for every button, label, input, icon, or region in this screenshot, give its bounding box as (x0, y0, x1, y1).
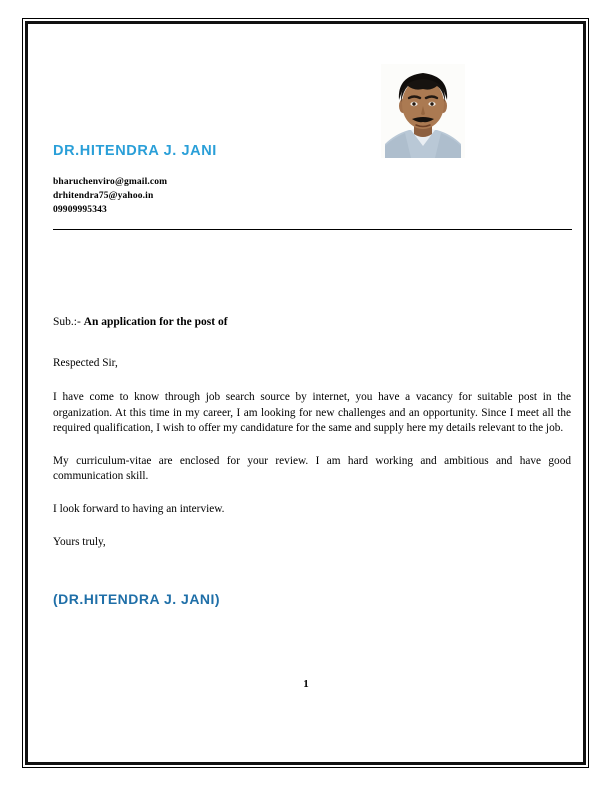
subject-text: An application for the post of (83, 316, 228, 328)
contact-email-primary: bharuchenviro@gmail.com (53, 177, 168, 187)
letter-paragraph-2: My curriculum-vitae are enclosed for your review. I am hard working and ambitious and have good communication skill. (53, 454, 571, 483)
letter-closing: Yours truly, (53, 535, 106, 548)
page-title: DR.HITENDRA J. JANI (53, 143, 217, 159)
letter-paragraph-1: I have come to know through job search source by internet, you have a vacancy for suitable post in the organization. At this time in my career, I am looking for new challenges and an opportunity. Since I meet all the required qualification, I wish to offer my candidature for the same and supply here my details relevant to the job. (53, 391, 571, 435)
header-divider (53, 229, 572, 230)
signature-name: (DR.HITENDRA J. JANI) (53, 591, 221, 607)
contact-phone: 09909995343 (53, 205, 107, 216)
applicant-photo (381, 64, 465, 158)
applicant-photo-image (381, 64, 465, 158)
subject-label: Sub.:- (53, 316, 81, 328)
subject-line (53, 316, 228, 328)
page-number: 1 (303, 678, 309, 690)
letter-body (53, 356, 571, 550)
letter-paragraph-3: I look forward to having an interview. (53, 502, 225, 515)
salutation: Respected Sir, (53, 357, 118, 369)
contact-block (53, 175, 167, 218)
contact-email-secondary: drhitendra75@yahoo.in (53, 191, 154, 202)
